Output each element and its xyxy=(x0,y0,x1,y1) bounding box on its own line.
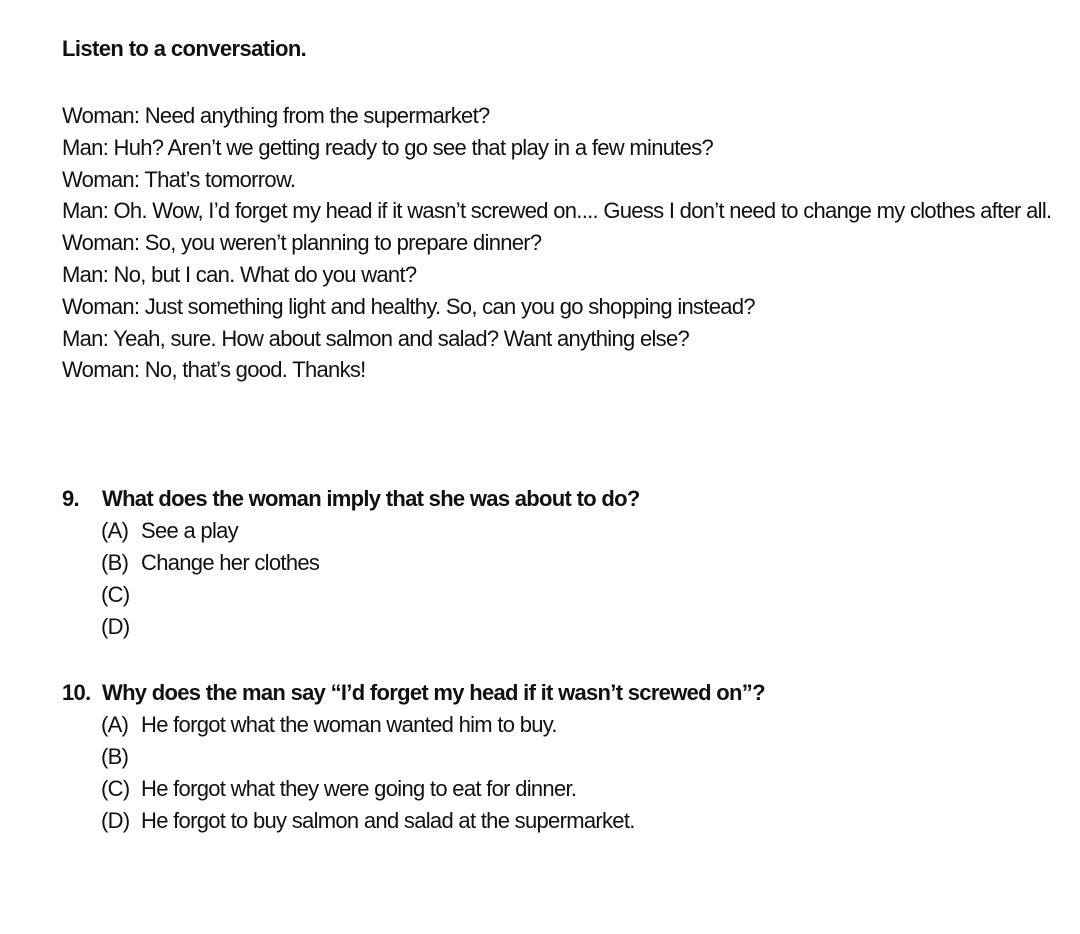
question-9 xyxy=(62,483,1062,643)
dialogue-line: Woman: That’s tomorrow. xyxy=(62,166,296,192)
answer-option-c[interactable] xyxy=(101,773,1062,805)
answer-options xyxy=(101,515,1062,643)
option-letter: (C) xyxy=(101,582,130,607)
dialogue-line: Woman: No, that’s good. Thanks! xyxy=(62,357,366,383)
answer-option-a[interactable] xyxy=(101,515,1062,547)
dialogue-line: Woman: Just something light and healthy. So, can you go shopping instead? xyxy=(62,293,755,319)
answer-option-b[interactable] xyxy=(101,741,1062,773)
answer-option-d[interactable] xyxy=(101,805,1062,837)
dialogue-line: Woman: Need anything from the supermarket? xyxy=(62,103,490,128)
question-text: Why does the man say “I’d forget my head if it wasn’t screwed on”? xyxy=(102,680,765,705)
dialogue-line: Man: Yeah, sure. How about salmon and salad? Want anything else? xyxy=(62,325,690,351)
answer-option-d[interactable] xyxy=(101,611,1062,643)
question-prompt xyxy=(62,483,1062,515)
option-letter: (D) xyxy=(101,808,130,833)
question-number: 9. xyxy=(62,486,79,511)
option-text: He forgot what the woman wanted him to buy. xyxy=(141,712,557,737)
option-letter: (B) xyxy=(101,744,129,769)
dialogue-line: Man: No, but I can. What do you want? xyxy=(62,261,417,287)
option-letter: (D) xyxy=(101,614,130,639)
dialogue-line: Woman: So, you weren’t planning to prepare dinner? xyxy=(62,230,542,256)
option-letter: (A) xyxy=(101,518,129,543)
option-text: He forgot to buy salmon and salad at the supermarket. xyxy=(141,808,635,833)
answer-options xyxy=(101,709,1062,837)
question-text: What does the woman imply that she was about to do? xyxy=(102,486,640,511)
answer-option-c[interactable] xyxy=(101,579,1062,611)
conversation-transcript xyxy=(62,100,1062,386)
question-number: 10. xyxy=(62,680,91,705)
option-text: He forgot what they were going to eat for dinner. xyxy=(141,776,577,801)
dialogue-line: Man: Huh? Aren’t we getting ready to go see that play in a few minutes? xyxy=(62,134,714,160)
answer-option-b[interactable] xyxy=(101,547,1062,579)
instruction-heading: Listen to a conversation. xyxy=(62,36,307,61)
option-letter: (A) xyxy=(101,712,129,737)
question-prompt xyxy=(62,677,1062,709)
dialogue-line: Man: Oh. Wow, I’d forget my head if it wasn’t screwed on.... Guess I don’t need to change my clothes after all. xyxy=(62,198,1052,224)
answer-option-a[interactable] xyxy=(101,709,1062,741)
option-text: Change her clothes xyxy=(141,550,320,575)
question-10 xyxy=(62,677,1062,837)
option-letter: (B) xyxy=(101,550,129,575)
option-text: See a play xyxy=(141,518,238,543)
option-letter: (C) xyxy=(101,776,130,801)
